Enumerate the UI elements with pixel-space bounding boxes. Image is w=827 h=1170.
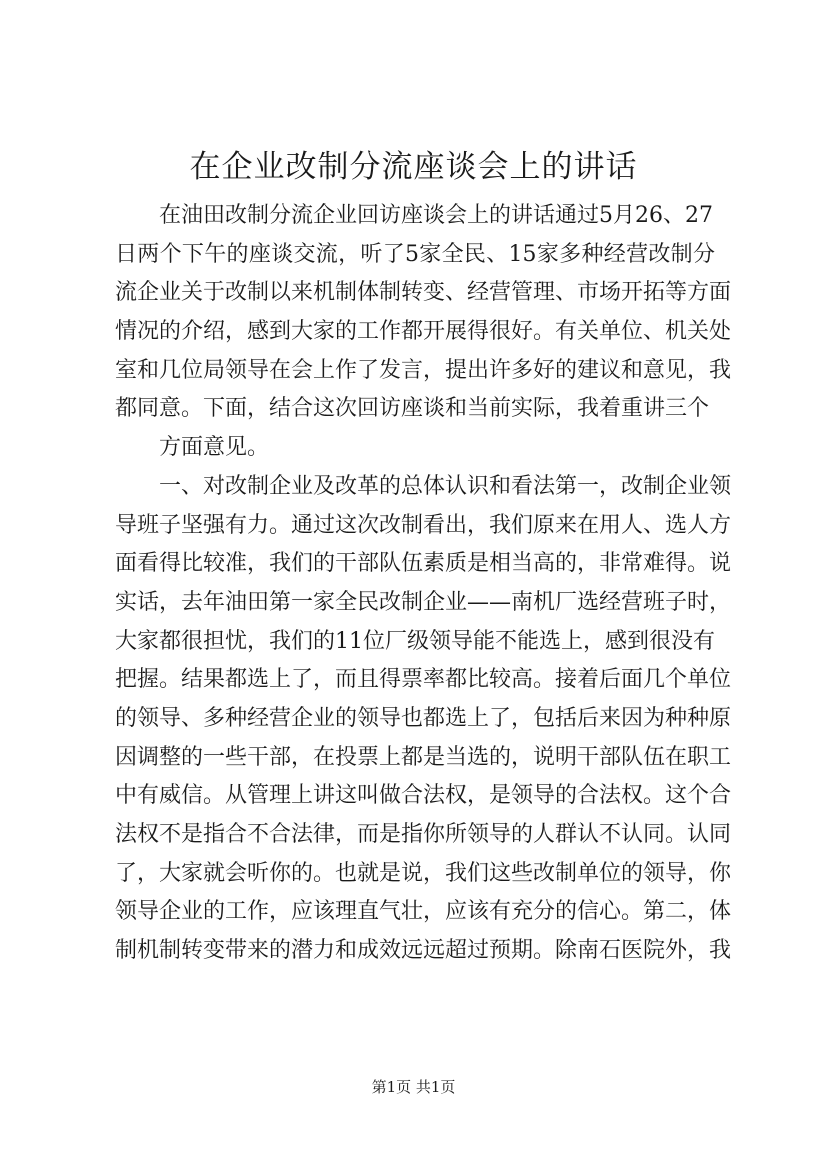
body-line: 因调整的一些干部，在投票上都是当选的，说明干部队伍在职工 (115, 744, 732, 770)
body-line: 了，大家就会听你的。也就是说，我们这些改制单位的领导，你 (115, 860, 732, 886)
body-line: 实话，去年油田第一家全民改制企业——南机厂选经营班子时， (115, 589, 732, 615)
body-line: 方面意见。 (159, 435, 270, 461)
body-line: 面看得比较准，我们的干部队伍素质是相当高的，非常难得。说 (115, 551, 732, 577)
body-line: 法权不是指合不合法律，而是指你所领导的人群认不认同。认同 (115, 822, 732, 847)
body-line: 制机制转变带来的潜力和成效远远超过预期。除南石医院外，我 (115, 938, 732, 964)
page-footer: 第1页 共1页 (371, 1078, 456, 1096)
body-line: 在油田改制分流企业回访座谈会上的讲话通过5月26、27 (159, 203, 713, 228)
body-line: 把握。结果都选上了，而且得票率都比较高。接着后面几个单位 (115, 667, 732, 693)
body-line: 情况的介绍，感到大家的工作都开展得很好。有关单位、机关处 (115, 319, 732, 345)
body-line: 中有威信。从管理上讲这叫做合法权，是领导的合法权。这个合 (115, 783, 732, 809)
body-line: 领导企业的工作，应该理直气壮，应该有充分的信心。第二，体 (115, 899, 732, 925)
body-line: 日两个下午的座谈交流，听了5家全民、15家多种经营改制分 (115, 241, 715, 267)
body-line: 的领导、多种经营企业的领导也都选上了，包括后来因为种种原 (115, 705, 732, 731)
body-line: 都同意。下面，结合这次回访座谈和当前实际，我着重讲三个 (115, 396, 710, 422)
body-line: 室和几位局领导在会上作了发言，提出许多好的建议和意见，我 (115, 357, 732, 383)
body-line: 流企业关于改制以来机制体制转变、经营管理、市场开拓等方面 (115, 280, 732, 306)
document-body (115, 197, 732, 971)
body-line: 一、对改制企业及改革的总体认识和看法第一，改制企业领 (159, 473, 732, 499)
body-line: 大家都很担忧，我们的11位厂级领导能不能选上，感到很没有 (115, 628, 715, 654)
document-title: 在企业改制分流座谈会上的讲话 (189, 149, 638, 185)
body-line: 导班子坚强有力。通过这次改制看出，我们原来在用人、选人方 (115, 512, 732, 538)
